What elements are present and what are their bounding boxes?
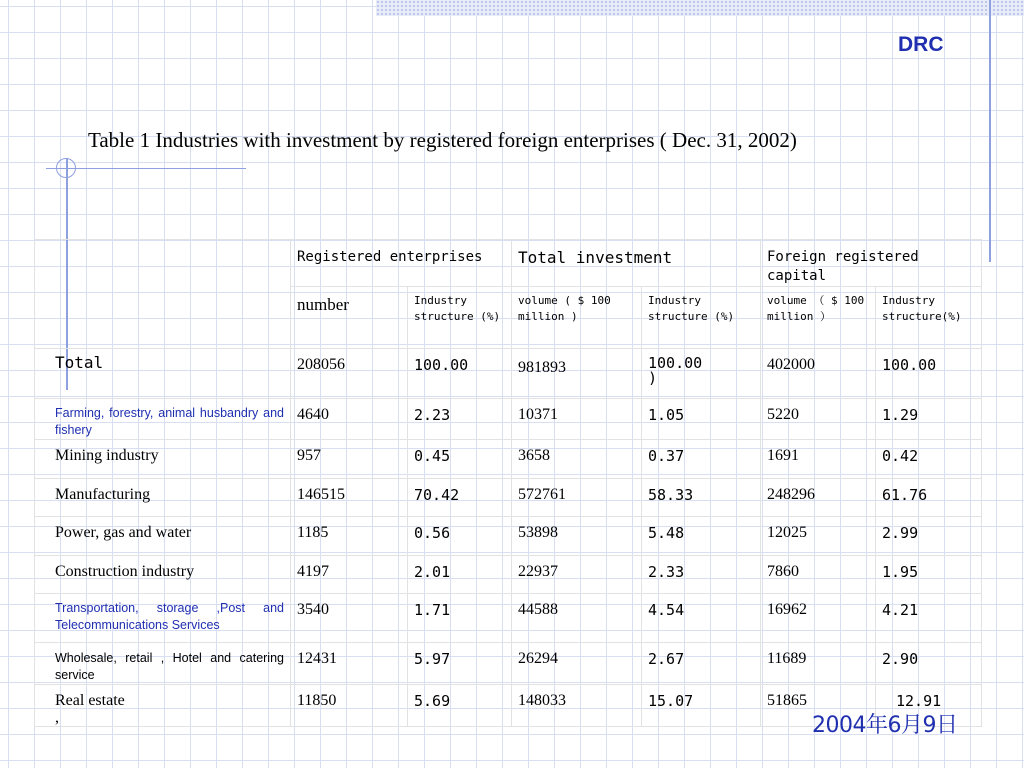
row-label	[35, 685, 291, 727]
header-foreign-capital: Foreign registered capital	[761, 240, 982, 287]
row-label-note: ,	[55, 709, 59, 726]
inv-structure-cell: 1.05	[642, 399, 761, 440]
inv-structure-note: )	[648, 369, 658, 387]
cap-volume-cell: 5220	[761, 399, 876, 440]
inv-structure-cell: 4.54	[642, 594, 761, 643]
inv-volume-cell: 22937	[512, 556, 642, 594]
table-row	[35, 349, 982, 399]
header-total-investment: Total investment	[512, 240, 761, 287]
top-decorative-band	[376, 0, 1024, 16]
inv-structure-value: 100.00	[648, 354, 703, 372]
cap-structure-cell: 2.99	[876, 517, 982, 556]
inv-structure-cell: 5.48	[642, 517, 761, 556]
right-guide-line	[989, 0, 991, 262]
cap-structure-cell: 4.21	[876, 594, 982, 643]
reg-number-cell: 146515	[291, 479, 408, 517]
reg-structure-cell: 5.69	[408, 685, 512, 727]
reg-number-cell: 1185	[291, 517, 408, 556]
cap-structure-cell: 12.91	[876, 685, 982, 727]
header-corner	[35, 240, 291, 349]
cap-structure-cell: 2.90	[876, 643, 982, 685]
header-number: number	[291, 287, 408, 349]
reg-structure-cell: 1.71	[408, 594, 512, 643]
inv-structure-cell: 0.37	[642, 440, 761, 479]
row-label: Total	[35, 349, 291, 399]
cap-volume-cell: 7860	[761, 556, 876, 594]
reg-number-cell: 3540	[291, 594, 408, 643]
guide-circle	[56, 158, 76, 178]
header-inv-structure: Industry structure (%)	[642, 287, 761, 349]
header-registered: Registered enterprises	[291, 240, 512, 287]
cap-volume-cell: 16962	[761, 594, 876, 643]
row-label: Construction industry	[35, 556, 291, 594]
reg-number-cell: 957	[291, 440, 408, 479]
row-label-text: Real estate	[55, 692, 125, 709]
industry-table	[34, 239, 982, 727]
inv-structure-cell	[642, 349, 761, 399]
reg-number-cell: 4640	[291, 399, 408, 440]
table-row	[35, 517, 982, 556]
inv-structure-cell: 58.33	[642, 479, 761, 517]
inv-volume-cell: 3658	[512, 440, 642, 479]
reg-structure-cell: 70.42	[408, 479, 512, 517]
reg-number-cell: 12431	[291, 643, 408, 685]
header-cap-structure: Industry structure(%)	[876, 287, 982, 349]
cap-volume-cell: 1691	[761, 440, 876, 479]
reg-structure-cell: 2.01	[408, 556, 512, 594]
inv-volume-cell: 148033	[512, 685, 642, 727]
reg-structure-cell: 2.23	[408, 399, 512, 440]
reg-number-cell: 208056	[291, 349, 408, 399]
inv-structure-cell: 2.67	[642, 643, 761, 685]
table-row	[35, 594, 982, 643]
reg-structure-cell: 100.00	[408, 349, 512, 399]
cap-volume-cell: 12025	[761, 517, 876, 556]
header-row-1	[35, 240, 982, 287]
row-label: Manufacturing	[35, 479, 291, 517]
cap-volume-cell: 11689	[761, 643, 876, 685]
cap-volume-cell: 248296	[761, 479, 876, 517]
reg-number-cell: 11850	[291, 685, 408, 727]
logo: DRC	[898, 33, 944, 56]
footer-date: 2004年6月9日	[812, 713, 958, 738]
inv-volume-cell: 53898	[512, 517, 642, 556]
cap-structure-cell: 100.00	[876, 349, 982, 399]
header-reg-structure: Industry structure (%)	[408, 287, 512, 349]
row-label: Power, gas and water	[35, 517, 291, 556]
table-row	[35, 440, 982, 479]
cap-structure-cell: 1.29	[876, 399, 982, 440]
reg-structure-cell: 5.97	[408, 643, 512, 685]
inv-volume-cell: 981893	[512, 349, 642, 399]
header-inv-volume: volume ( $ 100 million )	[512, 287, 642, 349]
inv-volume-cell: 26294	[512, 643, 642, 685]
cap-structure-cell: 0.42	[876, 440, 982, 479]
inv-volume-cell: 10371	[512, 399, 642, 440]
cap-volume-cell: 402000	[761, 349, 876, 399]
table-row	[35, 643, 982, 685]
row-label: Wholesale, retail , Hotel and catering service	[35, 643, 291, 685]
table-row	[35, 556, 982, 594]
table-row	[35, 399, 982, 440]
page-title: Table 1 Industries with investment by registered foreign enterprises ( Dec. 31, 2002)	[88, 128, 797, 152]
header-cap-volume: volume （ $ 100 million ）	[761, 287, 876, 349]
title-underline	[46, 168, 246, 169]
row-label: Farming, forestry, animal husbandry and fishery	[35, 399, 291, 440]
reg-structure-cell: 0.45	[408, 440, 512, 479]
reg-structure-cell: 0.56	[408, 517, 512, 556]
table-row	[35, 479, 982, 517]
inv-structure-cell: 15.07	[642, 685, 761, 727]
reg-number-cell: 4197	[291, 556, 408, 594]
row-label: Transportation, storage ,Post and Telecommunications Services	[35, 594, 291, 643]
inv-volume-cell: 44588	[512, 594, 642, 643]
row-label: Mining industry	[35, 440, 291, 479]
cap-structure-cell: 1.95	[876, 556, 982, 594]
inv-structure-cell: 2.33	[642, 556, 761, 594]
cap-structure-cell: 61.76	[876, 479, 982, 517]
inv-volume-cell: 572761	[512, 479, 642, 517]
cap-volume-cell: 51865	[761, 685, 876, 727]
